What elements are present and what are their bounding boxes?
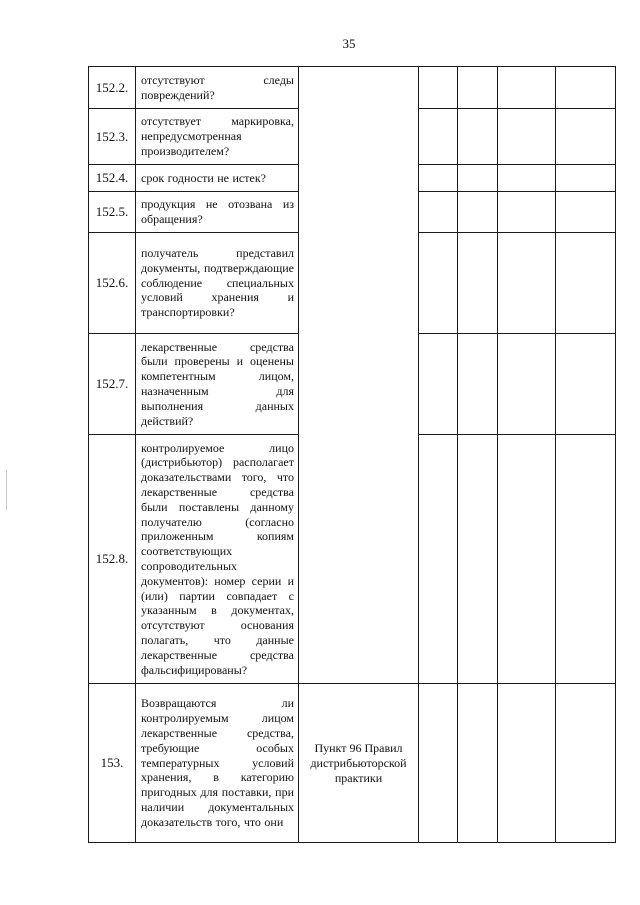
row-number: 152.7. xyxy=(89,334,136,435)
answer-cell[interactable] xyxy=(458,435,498,684)
question-text: продукция не отозвана из обращения? xyxy=(136,192,299,233)
comment-cell[interactable] xyxy=(556,192,616,233)
row-number: 152.6. xyxy=(89,233,136,334)
answer-cell[interactable] xyxy=(419,684,458,843)
answer-cell[interactable] xyxy=(458,684,498,843)
row-number: 152.5. xyxy=(89,192,136,233)
answer-cell[interactable] xyxy=(419,67,458,109)
answer-cell[interactable] xyxy=(419,192,458,233)
question-text: отсутствуют следы повреждений? xyxy=(136,67,299,109)
answer-cell[interactable] xyxy=(419,233,458,334)
answer-cell[interactable] xyxy=(419,109,458,165)
requirement-reference-cell xyxy=(299,67,419,684)
requirement-reference: Пункт 96 Правил дистрибьюторской практики xyxy=(299,684,419,843)
answer-cell[interactable] xyxy=(458,192,498,233)
question-text: отсутствует маркировка, непредусмотренная производителем? xyxy=(136,109,299,165)
scan-margin-mark xyxy=(6,470,7,510)
answer-cell[interactable] xyxy=(458,67,498,109)
question-text: контролируемое лицо (дистрибьютор) располагает доказательствами того, что лекарственные средства были поставлены данному получателю (согласно приложенным копиям соответствующих сопроводительных документов): номер серии и (или) партии совпадает с указанным в документах, отсутствуют основания полагать, что данные лекарственные средства фальсифицированы? xyxy=(136,435,299,684)
answer-cell[interactable] xyxy=(419,435,458,684)
row-number: 152.8. xyxy=(89,435,136,684)
comment-cell[interactable] xyxy=(556,334,616,435)
question-text: лекарственные средства были проверены и оценены компетентным лицом, назначенным для выполнения данных действий? xyxy=(136,334,299,435)
comment-cell[interactable] xyxy=(556,684,616,843)
answer-cell[interactable] xyxy=(498,684,556,843)
comment-cell[interactable] xyxy=(556,233,616,334)
table-row xyxy=(89,684,616,843)
row-number: 152.3. xyxy=(89,109,136,165)
comment-cell[interactable] xyxy=(556,435,616,684)
question-text: Возвращаются ли контролируемым лицом лекарственные средства, требующие особых температурных условий хранения, в категорию пригодных для поставки, при наличии документальных доказательств того, что они xyxy=(136,684,299,843)
answer-cell[interactable] xyxy=(498,67,556,109)
comment-cell[interactable] xyxy=(556,67,616,109)
answer-cell[interactable] xyxy=(498,109,556,165)
answer-cell[interactable] xyxy=(458,165,498,192)
row-number: 153. xyxy=(89,684,136,843)
question-text: получатель представил документы, подтверждающие соблюдение специальных условий хранения и транспортировки? xyxy=(136,233,299,334)
answer-cell[interactable] xyxy=(458,109,498,165)
answer-cell[interactable] xyxy=(419,165,458,192)
page-number: 35 xyxy=(342,36,356,51)
answer-cell[interactable] xyxy=(498,165,556,192)
comment-cell[interactable] xyxy=(556,109,616,165)
answer-cell[interactable] xyxy=(458,334,498,435)
answer-cell[interactable] xyxy=(419,334,458,435)
answer-cell[interactable] xyxy=(498,233,556,334)
answer-cell[interactable] xyxy=(498,192,556,233)
checklist-table xyxy=(88,66,616,843)
answer-cell[interactable] xyxy=(498,435,556,684)
question-text: срок годности не истек? xyxy=(136,165,299,192)
table-row xyxy=(89,67,616,109)
answer-cell[interactable] xyxy=(458,233,498,334)
row-number: 152.2. xyxy=(89,67,136,109)
comment-cell[interactable] xyxy=(556,165,616,192)
answer-cell[interactable] xyxy=(498,334,556,435)
row-number: 152.4. xyxy=(89,165,136,192)
